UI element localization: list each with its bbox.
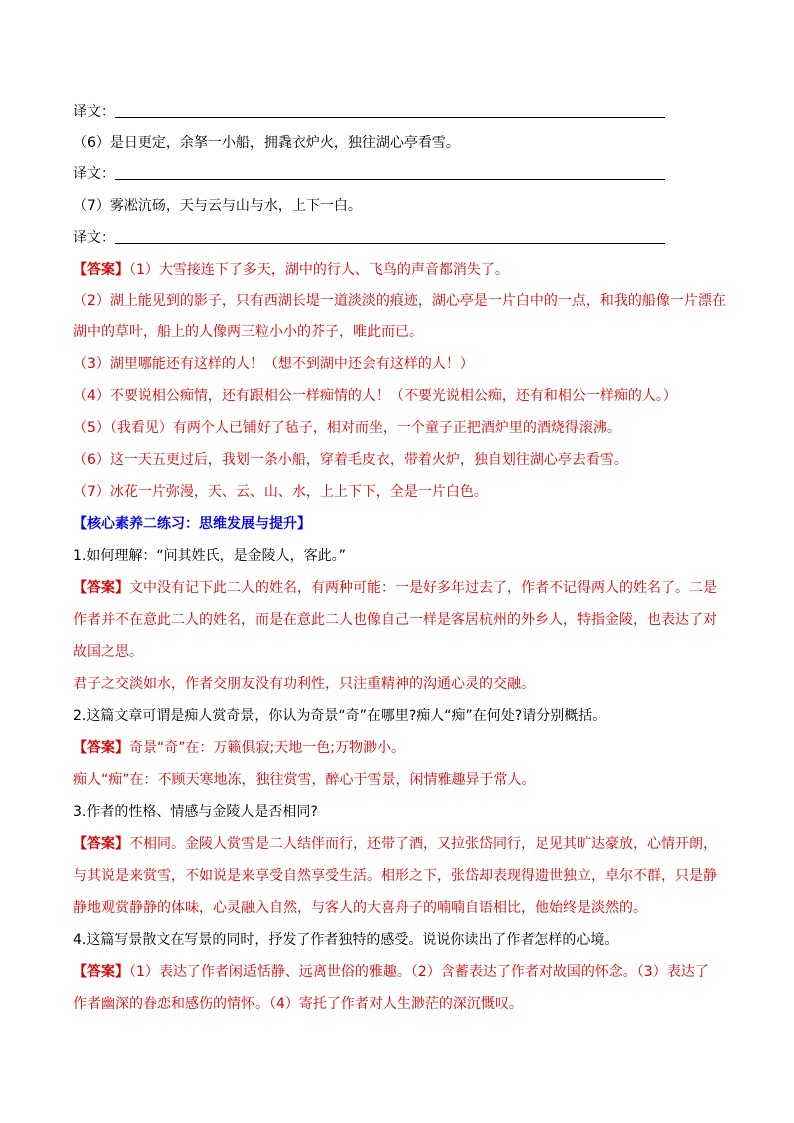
q1-answer-line-3 [73,642,733,662]
q4-answer-line-2 [73,994,733,1014]
question-text: 1.如何理解：“问其姓氏，是金陵人，客此。” [73,548,346,564]
question-2 [73,706,733,726]
answer-blank[interactable] [115,178,665,180]
question-4 [73,930,733,950]
answer-text: （2）湖上能见到的影子，只有西湖长堤一道淡淡的痕迹，湖心亭是一片白中的一点，和我的船像一片漂在 [73,293,726,309]
q1-answer-line-2 [73,610,733,630]
item-7-text: （7）雾凇沆砀，天与云与山与水，上下一白。 [73,198,362,214]
q3-answer-line-3 [73,898,733,918]
section-title-text: 【核心素养二练习：思维发展与提升】 [73,516,311,532]
answer-text: 故国之思。 [73,644,143,660]
answer-label: 【答案】 [73,740,129,756]
answer-label: 【答案】 [73,262,129,278]
question-text: 3.作者的性格、情感与金陵人是否相同? [73,804,318,820]
answer-line-2b [73,322,733,342]
answer-label: 【答案】 [73,836,129,852]
answer-text: （1）大雪接连下了多天，湖中的行人、飞鸟的声音都消失了。 [129,262,509,278]
question-text: 4.这篇写景散文在写景的同时，抒发了作者独特的感受。说说你读出了作者怎样的心境。 [73,932,619,948]
question-1 [73,546,733,566]
answer-text: （7）冰花一片弥漫，天、云、山、水，上上下下，全是一片白色。 [73,484,488,500]
translation-label: 译文： [73,166,115,182]
answer-text: 与其说是来赏雪，不如说是来享受自然享受生活。相形之下，张岱却表现得遗世独立，卓尔不群，只是静 [73,868,717,884]
item-6-text: （6）是日更定，余拏一小船，拥毳衣炉火，独往湖心亭看雪。 [73,135,460,151]
question-3 [73,802,733,822]
answer-line-1 [73,260,733,280]
answer-line-6 [73,450,733,470]
q3-answer-line-2 [73,866,733,886]
q4-answer-line-1 [73,962,733,982]
answer-text: （1）表达了作者闲适恬静、远离世俗的雅趣。（2）含蓄表达了作者对故国的怀念。（3）表达了 [129,964,709,980]
answer-line-3 [73,354,733,374]
answer-text: 奇景“奇”在：万籁俱寂;天地一色;万物渺小。 [129,740,405,756]
answer-text: 湖中的草叶，船上的人像两三粒小小的芥子，唯此而已。 [73,324,423,340]
answer-text: （5）（我看见）有两个人已铺好了毡子，相对而坐，一个童子正把酒炉里的酒烧得滚沸。 [73,420,621,436]
answer-line-4 [73,386,733,406]
answer-text: （6）这一天五更过后，我划一条小船，穿着毛皮衣，带着火炉，独自划往湖心亭去看雪。 [73,452,628,468]
exercise-item-7 [73,196,733,216]
answer-text: 痴人“痴”在：不顾天寒地冻，独往赏雪，醉心于雪景，闲情雅趣异于常人。 [73,772,536,788]
question-text: 2.这篇文章可谓是痴人赏奇景，你认为奇景“奇”在哪里?痴人“痴”在何处?请分别概括。 [73,708,607,724]
translation-line-5 [73,102,733,122]
answer-line-5 [73,418,733,438]
answer-text: 作者幽深的眷恋和感伤的情怀。（4）寄托了作者对人生渺茫的深沉慨叹。 [73,996,523,1012]
answer-blank[interactable] [115,242,665,244]
answer-label: 【答案】 [73,964,129,980]
exercise-item-6 [73,133,733,153]
translation-line-7 [73,228,733,248]
q2-answer-line-2 [73,770,733,790]
answer-text: 不相同。金陵人赏雪是二人结伴而行，还带了酒，又拉张岱同行，足见其旷达豪放，心情开朗， [129,836,717,852]
translation-label: 译文： [73,104,115,120]
answer-text: 作者并不在意此二人的姓名，而是在意此二人也像自己一样是客居杭州的外乡人，特指金陵，也表达了对 [73,612,717,628]
translation-line-6 [73,164,733,184]
q3-answer-line-1 [73,834,733,854]
q2-answer-line-1 [73,738,733,758]
answer-text: 静地观赏静静的体味，心灵融入自然，与客人的大喜舟子的喃喃自语相比，他始终是淡然的。 [73,900,647,916]
q1-answer-line-4 [73,674,733,694]
answer-line-2a [73,291,733,311]
answer-text: 君子之交淡如水，作者交朋友没有功利性，只注重精神的沟通心灵的交融。 [73,676,535,692]
translation-label: 译文： [73,230,115,246]
answer-text: （3）湖里哪能还有这样的人！（想不到湖中还会有这样的人！） [73,356,474,372]
answer-text: （4）不要说相公痴情，还有跟相公一样痴情的人！（不要光说相公痴，还有和相公一样痴的人。） [73,388,677,404]
section-title [73,514,733,534]
answer-line-7 [73,482,733,502]
answer-text: 文中没有记下此二人的姓名，有两种可能：一是好多年过去了，作者不记得两人的姓名了。二是 [129,580,717,596]
q1-answer-line-1 [73,578,733,598]
answer-label: 【答案】 [73,580,129,596]
answer-blank[interactable] [115,116,665,118]
